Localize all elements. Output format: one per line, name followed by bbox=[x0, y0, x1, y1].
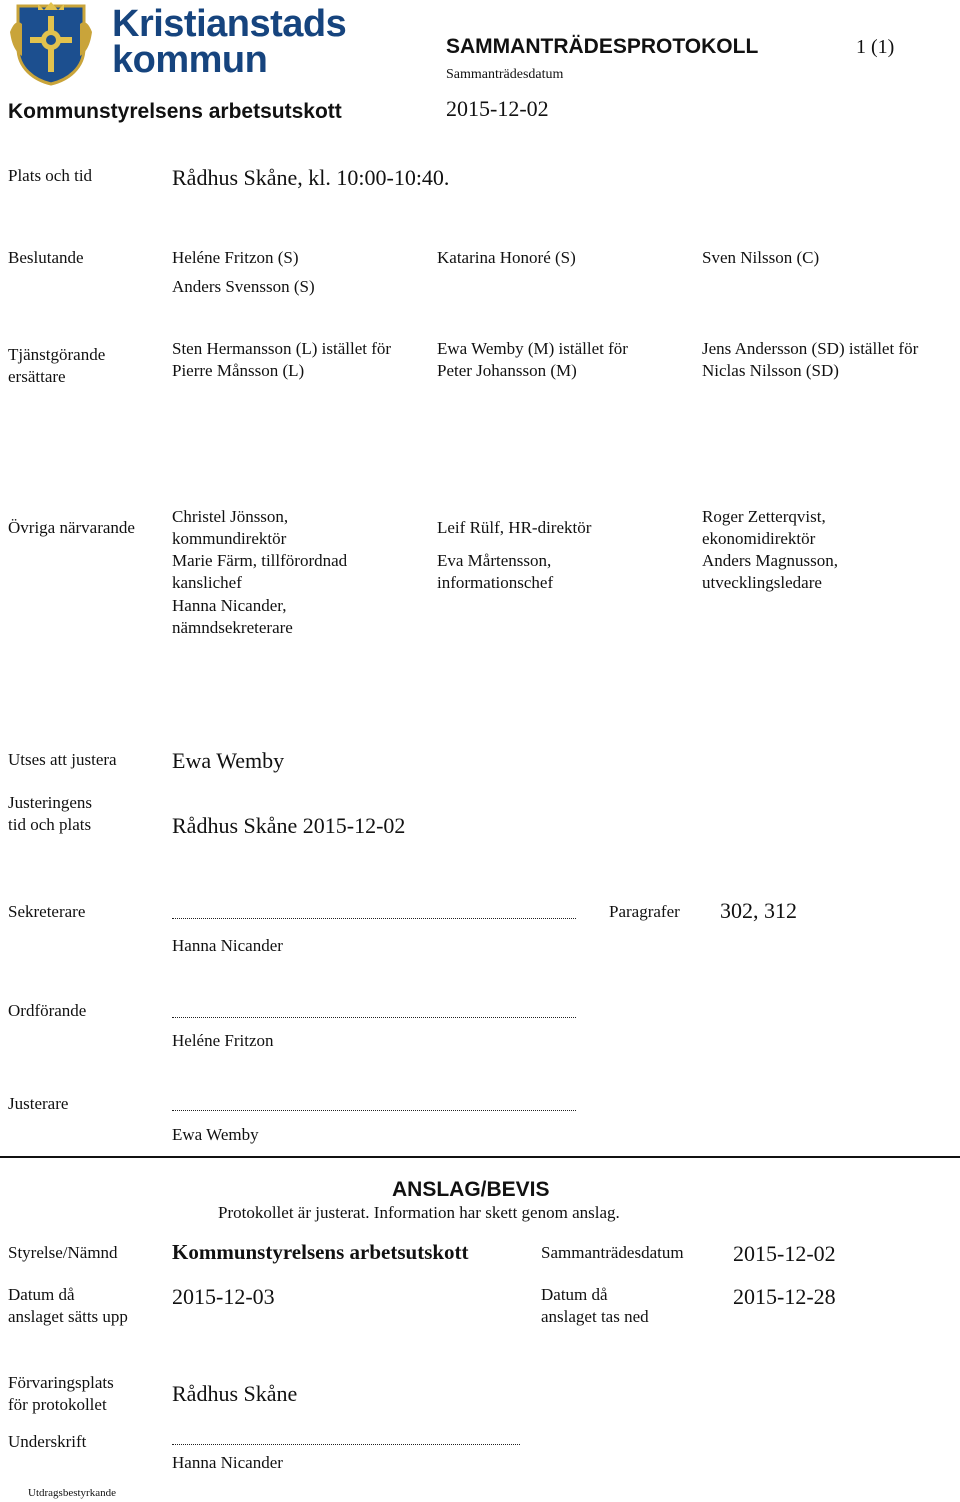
deciding-member: Heléne Fritzon (S) bbox=[172, 248, 299, 267]
deciding-member: Anders Svensson (S) bbox=[172, 277, 315, 296]
others-entry: ekonomidirektör bbox=[702, 529, 816, 548]
certification-footer: Utdragsbestyrkande bbox=[28, 1487, 116, 1499]
municipality-logo bbox=[8, 2, 347, 86]
others-entry: Roger Zetterqvist, bbox=[702, 507, 826, 526]
substitute-entry: Peter Johansson (M) bbox=[437, 361, 577, 380]
others-entry: utvecklingsledare bbox=[702, 573, 822, 592]
notice-signature-line bbox=[172, 1444, 520, 1445]
deciding-label: Beslutande bbox=[8, 248, 84, 267]
removed-date-label: anslaget tas ned bbox=[541, 1307, 649, 1326]
adjuster-label: Justerare bbox=[8, 1094, 69, 1113]
adjuster-name: Ewa Wemby bbox=[172, 1125, 259, 1144]
committee-name: Kommunstyrelsens arbetsutskott bbox=[8, 100, 342, 123]
deciding-member: Sven Nilsson (C) bbox=[702, 248, 820, 267]
meeting-date-label: Sammanträdesdatum bbox=[446, 67, 564, 82]
notice-meeting-date-label: Sammanträdesdatum bbox=[541, 1243, 684, 1262]
board-value: Kommunstyrelsens arbetsutskott bbox=[172, 1240, 469, 1264]
others-entry: informationschef bbox=[437, 573, 554, 592]
notice-subtitle: Protokollet är justerat. Information har skett genom anslag. bbox=[218, 1203, 620, 1222]
section-divider bbox=[0, 1156, 960, 1158]
others-entry: kommundirektör bbox=[172, 529, 287, 548]
adjuster-select-label: Utses att justera bbox=[8, 750, 117, 769]
storage-value: Rådhus Skåne bbox=[172, 1381, 298, 1406]
storage-label: för protokollet bbox=[8, 1395, 107, 1414]
secretary-name: Hanna Nicander bbox=[172, 936, 283, 955]
board-label: Styrelse/Nämnd bbox=[8, 1243, 118, 1262]
substitutes-label: Tjänstgörande bbox=[8, 345, 106, 364]
adjust-time-label: tid och plats bbox=[8, 815, 92, 834]
notice-title: ANSLAG/BEVIS bbox=[392, 1178, 550, 1201]
coat-of-arms-icon bbox=[8, 2, 94, 86]
deciding-member: Katarina Honoré (S) bbox=[437, 248, 576, 267]
removed-date-label: Datum då bbox=[541, 1285, 608, 1304]
secretary-label: Sekreterare bbox=[8, 902, 86, 921]
signature-name: Hanna Nicander bbox=[172, 1453, 283, 1472]
chair-name: Heléne Fritzon bbox=[172, 1031, 274, 1050]
substitute-entry: Jens Andersson (SD) istället för bbox=[702, 339, 919, 358]
substitute-entry: Pierre Månsson (L) bbox=[172, 361, 305, 380]
page-number: 1 (1) bbox=[856, 36, 895, 58]
others-entry: Eva Mårtensson, bbox=[437, 551, 552, 570]
place-time-label: Plats och tid bbox=[8, 166, 93, 185]
storage-label: Förvaringsplats bbox=[8, 1373, 114, 1392]
paragraphs-label: Paragrafer bbox=[609, 902, 680, 921]
others-entry: Leif Rülf, HR-direktör bbox=[437, 518, 592, 537]
notice-meeting-date: 2015-12-02 bbox=[733, 1241, 836, 1266]
signature-label: Underskrift bbox=[8, 1432, 87, 1451]
substitute-entry: Niclas Nilsson (SD) bbox=[702, 361, 839, 380]
substitute-entry: Ewa Wemby (M) istället för bbox=[437, 339, 628, 358]
adjuster-select-value: Ewa Wemby bbox=[172, 748, 285, 773]
others-entry: Marie Färm, tillförordnad bbox=[172, 551, 348, 570]
others-entry: Anders Magnusson, bbox=[702, 551, 838, 570]
adjust-time-value: Rådhus Skåne 2015-12-02 bbox=[172, 813, 406, 838]
secretary-signature-line bbox=[172, 918, 576, 919]
substitute-entry: Sten Hermansson (L) istället för bbox=[172, 339, 392, 358]
removed-date: 2015-12-28 bbox=[733, 1284, 836, 1309]
logo-text-line2: kommun bbox=[112, 39, 268, 81]
posted-date-label: anslaget sätts upp bbox=[8, 1307, 128, 1326]
others-entry: nämndsekreterare bbox=[172, 618, 293, 637]
paragraphs-value: 302, 312 bbox=[720, 898, 797, 923]
others-entry: Christel Jönsson, bbox=[172, 507, 289, 526]
document-type: SAMMANTRÄDESPROTOKOLL bbox=[446, 35, 759, 58]
others-entry: Hanna Nicander, bbox=[172, 596, 287, 615]
chair-signature-line bbox=[172, 1017, 576, 1018]
adjuster-signature-line bbox=[172, 1110, 576, 1111]
substitutes-label: ersättare bbox=[8, 367, 66, 386]
place-time-value: Rådhus Skåne, kl. 10:00-10:40. bbox=[172, 165, 450, 190]
chair-label: Ordförande bbox=[8, 1001, 87, 1020]
posted-date-label: Datum då bbox=[8, 1285, 75, 1304]
posted-date: 2015-12-03 bbox=[172, 1284, 275, 1309]
adjust-time-label: Justeringens bbox=[8, 793, 93, 812]
meeting-date: 2015-12-02 bbox=[446, 96, 549, 121]
logo-text-line1: Kristianstads bbox=[112, 3, 347, 45]
others-entry: kanslichef bbox=[172, 573, 242, 592]
others-label: Övriga närvarande bbox=[8, 518, 135, 537]
